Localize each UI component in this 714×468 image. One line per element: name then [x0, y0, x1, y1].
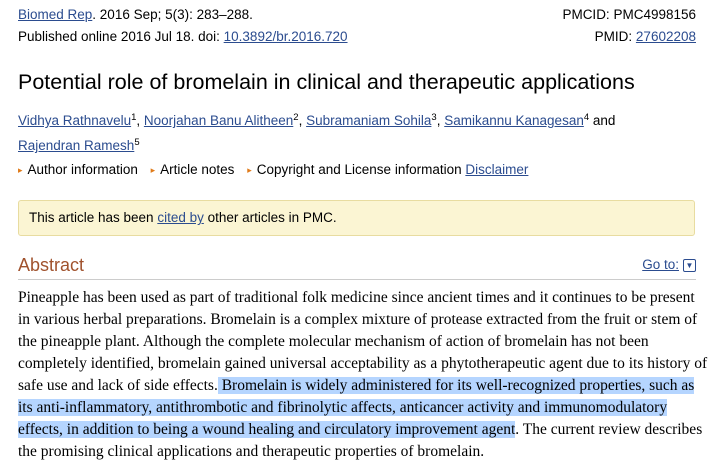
chevron-down-icon[interactable]: ▼: [683, 259, 696, 272]
author-separator: ,: [136, 113, 144, 128]
author-link[interactable]: Noorjahan Banu Alitheen: [143, 113, 294, 128]
author-link[interactable]: Subramaniam Sohila: [306, 113, 432, 128]
pmid: [595, 29, 696, 44]
cited-by-notice: [18, 200, 695, 236]
abstract-header: [18, 255, 696, 280]
article-title: Potential role of bromelain in clinical and therapeutic applications: [18, 70, 635, 94]
published-info: [18, 29, 348, 44]
cited-by-link[interactable]: cited by: [157, 210, 204, 225]
abstract-heading: Abstract: [18, 255, 85, 275]
author-separator: ,: [436, 113, 445, 128]
doi-link[interactable]: 10.3892/br.2016.720: [223, 29, 348, 44]
triangle-right-icon: ▸: [247, 165, 252, 175]
publication-row: [18, 29, 696, 49]
author-link[interactable]: Samikannu Kanagesan: [444, 113, 584, 128]
author-information-toggle[interactable]: [18, 162, 138, 177]
pmcid: PMCID: PMC4998156: [562, 7, 696, 22]
abstract-body: [18, 287, 710, 463]
notice-prefix: This article has been: [29, 210, 158, 225]
author-link[interactable]: Vidhya Rathnavelu: [18, 113, 132, 128]
article-notes-toggle[interactable]: [151, 162, 235, 177]
article-section-links: [18, 162, 537, 177]
copyright-label[interactable]: Copyright and License information: [256, 162, 462, 177]
author-affiliation: 5: [134, 137, 140, 148]
pmid-link[interactable]: 27602208: [635, 29, 696, 44]
abstract-text-end: . The current review describes the promising clinical applications and therapeutic properties of bromelain.: [18, 421, 703, 460]
notice-suffix: other articles in PMC.: [203, 210, 337, 225]
author-affiliation: 4: [583, 112, 590, 123]
author-affiliation: 1: [131, 112, 137, 123]
goto-link[interactable]: Go to:: [642, 257, 679, 272]
abstract-text: Pineapple has been used as part of traditional folk medicine since ancient times and it continues to be present in various herbal preparations. Bromelain is a complex mixture of protease extracted from the fruit or stem of the pineapple plant. Although the complete molecular mechanism of action of bromelain has not been completely identified, bromelain gained universal acceptability as a phytotherapeutic agent due to its history of safe use and lack of side effects.: [18, 289, 708, 394]
author-affiliation: 3: [431, 112, 437, 123]
triangle-right-icon: ▸: [18, 165, 23, 175]
goto-menu[interactable]: [642, 257, 696, 272]
author-affiliation: 2: [293, 112, 299, 123]
triangle-right-icon: ▸: [150, 165, 156, 175]
author-link[interactable]: Rajendran Ramesh: [18, 138, 135, 153]
journal-link[interactable]: Biomed Rep: [18, 7, 93, 22]
author-separator: ,: [298, 113, 307, 128]
pmid-label: PMID:: [594, 29, 636, 44]
author-list: [18, 107, 658, 157]
citation: [18, 7, 253, 22]
selected-text: Bromelain is widely administered for its well-recognized properties, such as its anti-inflammatory, antithrombotic and fibrinolytic affects, anticancer activity and immunomodulatory effects, in addition to being a wound healing and circulatory improvement agent: [18, 377, 695, 438]
disclaimer-link[interactable]: Disclaimer: [465, 162, 529, 177]
citation-row: [18, 7, 696, 27]
published-text: Published online 2016 Jul 18. doi:: [18, 29, 224, 44]
citation-text: . 2016 Sep; 5(3): 283–288.: [92, 7, 253, 22]
article-notes-label[interactable]: Article notes: [160, 162, 235, 177]
author-information-label[interactable]: Author information: [27, 162, 138, 177]
copyright-toggle[interactable]: [247, 162, 528, 177]
author-separator: and: [589, 113, 616, 128]
